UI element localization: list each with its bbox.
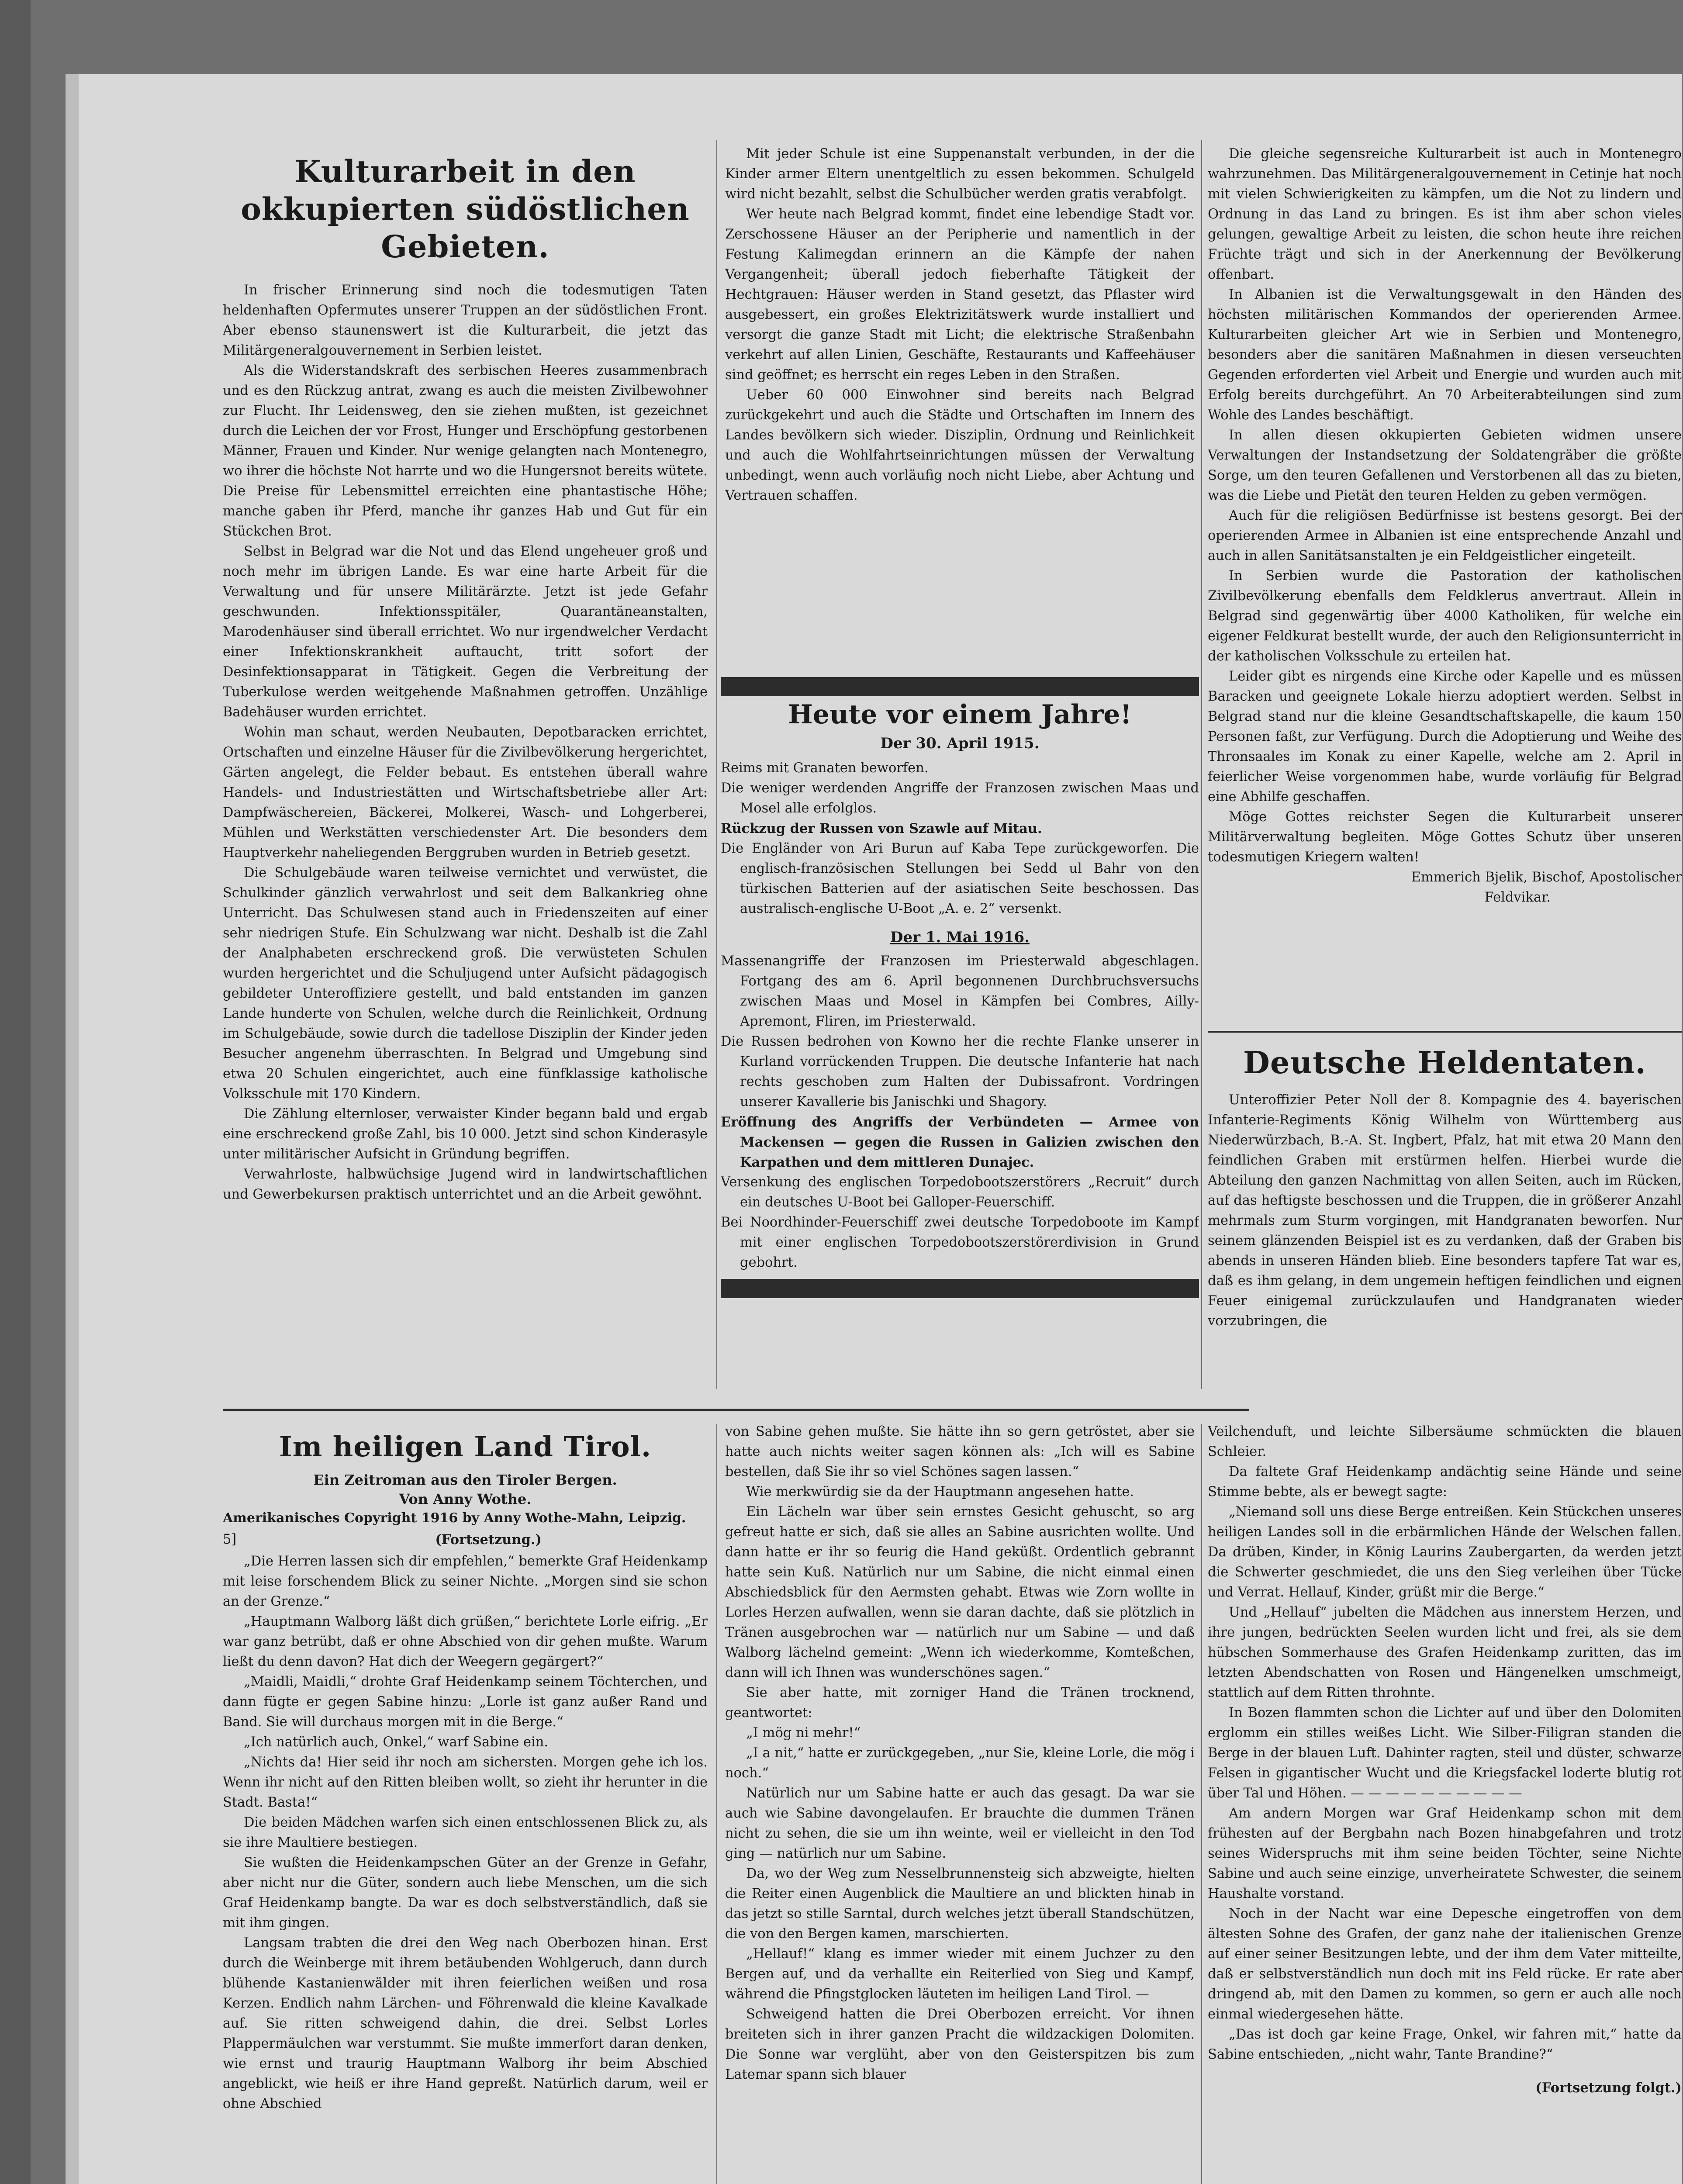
- novel-paragraph: Schweigend hatten die Drei Oberbozen erreicht. Vor ihnen breiteten sich in ihrer ganzen Pracht die wildzackigen Dolomiten. Die Sonne war verglüht, aber von den Geisterspitzen bis zum Latemar spann sich blauer: [725, 2007, 1195, 2082]
- article-continuation: [725, 144, 1195, 675]
- history-item: Die weniger werdenden Angriffe der Franzosen zwischen Maas und Mosel alle erfolglos.: [721, 781, 1199, 816]
- novel-paragraph: Noch in der Nacht war eine Depesche eingetroffen von dem ältesten Sohne des Grafen, der ganz nahe der italienischen Grenze auf einer seiner Besitzungen lebte, und der ihm dem Vater mitteilte, daß er selbstverständlich nun doch mit ins Feld rücke. Er rate aber dringend ab, mit den Damen zu kommen, so gern er auch alle noch einmal wiedergesehen hätte.: [1208, 1906, 1682, 2022]
- novel-paragraph: Langsam trabten die drei den Weg nach Oberbozen hinan. Erst durch die Weinberge mit ihrem betäubenden Wohlgeruch, dann durch blühende Kastanienwälder mit ihren feierlichen weißen und rosa Kerzen. Endlich nahm Lärchen- und Föhrenwald die kleine Kavalkade auf. Sie ritten schweigend dahin, die drei. Selbst Lorles Plappermäulchen war verstummt. Sie mußte immerfort daran denken, wie ernst und traurig Hauptmann Walborg ihr beim Abschied angeblickt, wie heiß er ihre Hand gepreßt. Natürlich darum, weil er ohne Abschied: [223, 1935, 708, 2111]
- novel-title: Im heiligen Land Tirol.: [279, 1431, 652, 1463]
- to-be-continued: (Fortsetzung folgt.): [1535, 2080, 1682, 2096]
- column-rule: [716, 1424, 717, 2184]
- column-rule: [1201, 1424, 1202, 2184]
- article-paragraph: Die Schulgebäude waren teilweise vernichtet und verwüstet, die Schulkinder gänzlich verwahrlost und seit dem Balkankrieg ohne Unterricht. Das Schulwesen stand auch in Friedenszeiten auf einer sehr niedrigen Stufe. Ein Schulzwang war nicht. Deshalb ist die Zahl der Analphabeten erschreckend groß. Die verwüsteten Schulen wurden hergerichtet und die Schuljugend unter Aufsicht pädagogisch gebildeter Unteroffiziere gestellt, und bald entstanden im ganzen Lande hunderte von Schulen, welche durch die Reinlichkeit, Ordnung im Schulgebäude, sowie durch die tadellose Disziplin der Kinder jeden Besucher angenehm überraschten. In Belgrad und Umgebung sind etwa 20 Schulen eingerichtet, auch eine fünfklassige katholische Volksschule mit 170 Kindern.: [223, 865, 708, 1102]
- history-item: Bei Noordhinder-Feuerschiff zwei deutsche Torpedoboote im Kampf mit einer englischen Torpedobootszerstörerdivision in Grund gebohrt.: [721, 1215, 1199, 1270]
- article-paragraph: Mit jeder Schule ist eine Suppenanstalt verbunden, in der die Kinder armer Eltern unentgeltlich zu essen bekommen. Schulgeld wird nicht bezahlt, selbst die Schulbücher werden gratis verabfolgt.: [725, 146, 1195, 202]
- novel-paragraph: Die beiden Mädchen warfen sich einen entschlossenen Blick zu, als sie ihre Maultiere bestiegen.: [223, 1815, 708, 1850]
- page-edge: [66, 74, 79, 2184]
- novel-paragraph: In Bozen flammten schon die Lichter auf und über den Dolomiten erglomm ein stilles weißes Licht. Wie Silber-Filigran standen die Berge in der blauen Luft. Dahinter ragten, steil und düster, schwarze Felsen in gigantischer Wucht und die Kriegsfackel loderte blutig rot über Tal und Höhen. — — — — — — — — — —: [1208, 1705, 1682, 1801]
- novel-column-3: [1208, 1422, 1682, 2184]
- history-item: Massenangriffe der Franzosen im Priesterwald abgeschlagen. Fortgang des am 6. April begonnenen Durchbruchsversuchs zwischen Maas und Mosel in Kämpfen bei Combres, Ailly-Apremont, Fliren, im Priesterwald.: [721, 954, 1199, 1029]
- article-heldentaten: [1208, 1040, 1682, 1402]
- novel-paragraph: „Hellauf!“ klang es immer wieder mit einem Juchzer zu den Bergen auf, und da verhallte ein Reiterlied von Sieg und Kampf, während die Pfingstglocken läuteten im heiligen Land Tirol. —: [725, 1946, 1195, 2002]
- novel-author: Von Anny Wothe.: [399, 1491, 532, 1507]
- history-item: Die Engländer von Ari Burun auf Kaba Tepe zurückgeworfen. Die englisch-französischen Stellungen bei Sedd ul Bahr von den türkischen Batterien auf der asiatischen Seite beschossen. Das australisch-englische U-Boot „A. e. 2“ versenkt.: [721, 841, 1199, 916]
- novel-paragraph: „I a nit,“ hatte er zurückgegeben, „nur Sie, kleine Lorle, die mög i noch.“: [725, 1745, 1195, 1781]
- novel-paragraph: Sie wußten die Heidenkampschen Güter an der Grenze in Gefahr, aber nicht nur die Güter, sondern auch liebe Menschen, um die sich Graf Heidenkamp bangte. Da war es doch selbstverständlich, daß sie mit ihm gingen.: [223, 1855, 708, 1931]
- article-paragraph: In allen diesen okkupierten Gebieten widmen unsere Verwaltungen der Instandsetzung der Soldatengräber die größte Sorge, um den teuren Gefallenen und Verstorbenen all das zu bieten, was die Liebe und Pietät den teuren Helden zu geben vermögen.: [1208, 428, 1682, 503]
- date-heading: Der 30. April 1915.: [880, 735, 1040, 752]
- history-item: Versenkung des englischen Torpedobootszerstörers „Recruit“ durch ein deutsches U-Boot bei Galloper-Feuerschiff.: [721, 1175, 1199, 1210]
- article-continuation-right: [1208, 144, 1682, 1101]
- history-box: [721, 677, 1199, 1398]
- novel-column-2: [725, 1422, 1195, 2184]
- column-rule: [1201, 140, 1202, 1389]
- article-kulturarbeit: [223, 144, 708, 1402]
- section-divider: [223, 1409, 1249, 1411]
- article-paragraph: In frischer Erinnerung sind noch die todesmutigen Taten heldenhaften Opfermutes unserer Truppen an der südöstlichen Front. Aber ebenso staunenswert ist die Kulturarbeit, die jetzt das Militärgeneralgouvernement in Serbien leistet.: [223, 283, 708, 358]
- novel-paragraph: Wie merkwürdig sie da der Hauptmann angesehen hatte.: [746, 1484, 1134, 1500]
- article-paragraph: Wer heute nach Belgrad kommt, findet eine lebendige Stadt vor. Zerschossene Häuser an der Peripherie und namentlich in der Festung Kalimegdan erinnern an die Kämpfe der nahen Vergangenheit; überall jedoch fieberhafte Tätigkeit der Hechtgrauen: Häuser werden in Stand gesetzt, das Pflaster wird ausgebessert, ein großes Elektrizitätswerk wurde installiert und versorgt die ganze Stadt mit Licht; die elektrische Straßenbahn verkehrt auf allen Linien, Geschäfte, Restaurants und Kaffeehäuser sind geöffnet; es herrscht ein reges Leben in den Straßen.: [725, 207, 1195, 383]
- article-paragraph: Unteroffizier Peter Noll der 8. Kompagnie des 4. bayerischen Infanterie-Regiments König Wilhelm von Württemberg aus Niederwürzbach, B.-A. St. Ingbert, Pfalz, hat mit etwa 20 Mann den feindlichen Graben mit erstürmen helfen. Hierbei wurde die Abteilung den ganzen Nachmittag von allen Seiten, auch im Rücken, auf das heftigste beschossen und die Truppen, die in größerer Anzahl mehrmals zum Sturm vorgingen, mit Handgranaten beworfen. Nur seinem glänzenden Beispiel ist es zu verdanken, daß der Graben bis abends in unseren Händen blieb. Eine besonders tapfere Tat war es, daß es ihm gelang, in dem ungemein heftigen feindlichen und eignen Feuer einigemal zurückzulaufen und Handgranaten wieder vorzubringen, die: [1208, 1092, 1682, 1329]
- history-item: Die Russen bedrohen von Kowno her die rechte Flanke unserer in Kurland vorrückenden Truppen. Die deutsche Infanterie hat nach rechts geschoben zum Halten der Dubissafront. Vordringen unserer Kavallerie bis Janischki und Shagory.: [721, 1034, 1199, 1109]
- novel-paragraph: Da faltete Graf Heidenkamp andächtig seine Hände und seine Stimme bebte, als er bewegt sagte:: [1208, 1464, 1682, 1500]
- box-top-bar: [721, 677, 1199, 696]
- article-paragraph: Selbst in Belgrad war die Not und das Elend ungeheuer groß und noch mehr im übrigen Lande. Es war eine harte Arbeit für die Verwaltung und für unsere Militärärzte. Jetzt ist jede Gefahr geschwunden. Infektionsspitäler, Quarantäneanstalten, Marodenhäuser sind überall errichtet. Wo nur irgendwelcher Verdacht einer Infektionskrankheit auftaucht, tritt sofort der Desinfektionsapparat in Tätigkeit. Gegen die Verbreitung der Tuberkulose werden weitgehende Maßnahmen getroffen. Unzählige Badehäuser wurden errichtet.: [223, 544, 708, 720]
- novel-paragraph: Sie aber hatte, mit zorniger Hand die Tränen trocknend, geantwortet:: [725, 1685, 1195, 1721]
- novel-paragraph: Veilchenduft, und leichte Silbersäume schmückten die blauen Schleier.: [1208, 1424, 1682, 1459]
- date-heading: Der 1. Mai 1916.: [890, 929, 1030, 946]
- article-paragraph: Wohin man schaut, werden Neubauten, Depotbaracken errichtet, Ortschaften und einzelne Häuser für die Zivilbevölkerung hergerichtet, Gärten angelegt, die Felder bebaut. Es entstehen überall wahre Handels- und Industriestätten und Wirtschaftsbetriebe aller Art: Dampfwäschereien, Bäckerei, Molkerei, Wasch- und Lohgerberei, Mühlen und Werkstätten verschiedenster Art. Die besonders dem Hauptverkehr naheliegenden Berggruben wurden in Betrieb gesetzt.: [223, 725, 708, 860]
- article-paragraph: Leider gibt es nirgends eine Kirche oder Kapelle und es müssen Baracken und geeignete Lokale hierzu adoptiert werden. Selbst in Belgrad stand nur die kleine Gesandtschaftskapelle, die kaum 150 Personen faßt, zur Verfügung. Durch die Adoptierung und Weihe des Thronsaales im Konak zu einer Kapelle, welche am 2. April in feierlicher Weise vorgenommen habe, wurde vorläufig für Belgrad eine Abhilfe geschaffen.: [1208, 669, 1682, 805]
- history-item: Eröffnung des Angriffs der Verbündeten — Armee von Mackensen — gegen die Russen in Galizien zwischen den Karpathen und dem mittleren Dunajec.: [721, 1114, 1199, 1170]
- novel-paragraph: „Ich natürlich auch, Onkel,“ warf Sabine ein.: [244, 1735, 549, 1750]
- continuation-note: (Fortsetzung.): [435, 1532, 542, 1548]
- article-paragraph: In Serbien wurde die Pastoration der katholischen Zivilbevölkerung ebenfalls dem Feldklerus anvertraut. Allein in Belgrad sind gegenwärtig über 4000 Katholiken, für welche ein eigener Feldkurat bestellt wurde, der auch den Religionsunterricht in der katholischen Volksschule zu erteilen hat.: [1208, 568, 1682, 664]
- novel-copyright: Amerikanisches Copyright 1916 by Anny Wothe-Mahn, Leipzig.: [223, 1510, 686, 1526]
- novel-paragraph: Natürlich nur um Sabine hatte er auch das gesagt. Da war sie auch wie Sabine davongelaufen. Er brauchte die dummen Tränen nicht zu sehen, die sie um ihn weinte, weil er vielleicht in den Tod ging — natürlich nur um Sabine.: [725, 1786, 1195, 1861]
- novel-paragraph: „Das ist doch gar keine Frage, Onkel, wir fahren mit,“ hatte da Sabine entschieden, „nicht wahr, Tante Brandine?“: [1208, 2027, 1682, 2062]
- novel-paragraph: „Nichts da! Hier seid ihr noch am sichersten. Morgen gehe ich los. Wenn ihr nicht auf den Ritten bleiben wollt, so zieht ihr herunter in die Stadt. Basta!“: [223, 1755, 708, 1810]
- article-paragraph: In Albanien ist die Verwaltungsgewalt in den Händen des höchsten militärischen Kommandos der operierenden Armee. Kulturarbeiten gleicher Art wie in Serbien und Montenegro, besonders aber die sanitären Maßnahmen in diesen verseuchten Gegenden erforderten viel Arbeit und Energie und wurden auch mit Erfolg bereits durchgeführt. An 70 Arbeiterabteilungen sind zum Wohle des Landes beschäftigt.: [1208, 287, 1682, 423]
- history-item: Reims mit Granaten beworfen.: [721, 760, 929, 776]
- article-paragraph: Die Zählung elternloser, verwaister Kinder begann bald und ergab eine erschreckend große Zahl, bis 10 000. Jetzt sind schon Kinderasyle unter militärischer Aufsicht in Gründung begriffen.: [223, 1106, 708, 1162]
- article-paragraph: Verwahrloste, halbwüchsige Jugend wird in landwirtschaftlichen und Gewerbekursen praktisch unterrichtet und an die Arbeit gewöhnt.: [223, 1167, 708, 1202]
- novel-paragraph: „Niemand soll uns diese Berge entreißen. Kein Stückchen unseres heiligen Landes soll in die erbärmlichen Hände der Welschen fallen. Da drüben, Kinder, in König Laurins Zaubergarten, da werden jetzt die Schwerter geschmiedet, die uns den Sieg verleihen über Tücke und Verrat. Hellauf, Kinder, grüßt mir die Berge.“: [1208, 1504, 1682, 1600]
- scan-margin: [0, 0, 31, 2184]
- article-paragraph: Möge Gottes reichster Segen die Kulturarbeit unserer Militärverwaltung begleiten. Möge Gottes Schutz über unseren todesmutigen Kriegern walten!: [1208, 809, 1682, 865]
- article-paragraph: Als die Widerstandskraft des serbischen Heeres zusammenbrach und es den Rückzug antrat, zwang es auch die meisten Zivilbewohner zur Flucht. Ihr Leidensweg, den sie ziehen mußten, ist gezeichnet durch die Leichen der vor Frost, Hunger und Erschöpfung gestorbenen Männer, Frauen und Kinder. Nur wenige gelangten nach Montenegro, wo ihrer die höchste Not harrte und wo die Hungersnot bereits wütete. Die Preise für Lebensmittel erreichten eine phantastische Höhe; manche gaben ihr Pferd, manche ihr ganzes Hab und Gut für ein Stückchen Brot.: [223, 363, 708, 539]
- newspaper-page: [66, 74, 1682, 2184]
- article-paragraph: Auch für die religiösen Bedürfnisse ist bestens gesorgt. Bei der operierenden Armee in Albanien ist eine entsprechende Anzahl und auch in allen Sanitätsanstalten je ein Feldgeistlicher eingeteilt.: [1208, 508, 1682, 563]
- column-rule: [716, 140, 717, 1389]
- novel-paragraph: Da, wo der Weg zum Nesselbrunnensteig sich abzweigte, hielten die Reiter einen Augenblick die Maultiere an und blickten hinab in das jetzt so stille Sarntal, durch welches jetzt überall Standschützen, die von den Bergen kamen, marschierten.: [725, 1866, 1195, 1942]
- novel-subtitle: Ein Zeitroman aus den Tiroler Bergen.: [313, 1472, 617, 1488]
- novel-paragraph: Ein Lächeln war über sein ernstes Gesicht gehuscht, so arg gefreut hatte er sich, daß sie alles an Sabine ausrichten wollte. Und dann hatte er ihr so feurig die Hand geküßt. Ordentlich gebrannt hatte sein Kuß. Natürlich nur um Sabine, die nicht einmal einen Abschiedsblick für den Aermsten gehabt. Etwas wie Zorn wollte in Lorles Herzen aufwallen, wenn sie daran dachte, daß sie plötzlich in Tränen ausgebrochen war — natürlich nur um Sabine — und daß Walborg lächelnd gemeint: „Wenn ich wiederkomme, Komteßchen, dann will ich Ihnen was wunderschönes sagen.“: [725, 1504, 1195, 1680]
- novel-paragraph: von Sabine gehen mußte. Sie hätte ihn so gern getröstet, aber sie hatte auch nichts weiter sagen können als: „Ich will es Sabine bestellen, daß Sie ihr so viel Schönes sagen lassen.“: [725, 1424, 1195, 1479]
- novel-paragraph: Am andern Morgen war Graf Heidenkamp schon mit dem frühesten auf der Bergbahn nach Bozen hinabgefahren und trotz seines Widerspruchs mit ihm seine beiden Töchter, seine Nichte Sabine und auch seine einzige, unverheiratete Schwester, die seinem Haushalte vorstand.: [1208, 1806, 1682, 1901]
- article-divider: [1208, 1031, 1682, 1033]
- novel-paragraph: Und „Hellauf“ jubelten die Mädchen aus innerstem Herzen, und ihre jungen, bedrückten Seelen wurden licht und frei, als sie dem hübschen Sommerhause des Grafen Heidenkamp zuritten, das im letzten Abendschatten von Rosen und Hängenelken umschmeigt, stattlich auf dem Ritten throhnte.: [1208, 1605, 1682, 1700]
- signature: Feldvikar.: [1484, 890, 1551, 905]
- box-bottom-bar: [721, 1279, 1199, 1298]
- novel-paragraph: „Die Herren lassen sich dir empfehlen,“ bemerkte Graf Heidenkamp mit leise forschendem Blick zu seiner Nichte. „Morgen sind sie schon an der Grenze.“: [223, 1554, 708, 1609]
- novel-paragraph: „Maidli, Maidli,“ drohte Graf Heidenkamp seinem Töchterchen, und dann fügte er gegen Sabine hinzu: „Lorle ist ganz außer Rand und Band. Sie will durchaus morgen mit in die Berge.“: [223, 1674, 708, 1730]
- article-paragraph: Ueber 60 000 Einwohner sind bereits nach Belgrad zurückgekehrt und auch die Städte und Ortschaften im Innern des Landes bevölkern sich wieder. Disziplin, Ordnung und Reinlichkeit und auch die Wohlfahrtseinrichtungen müssen der Verwaltung unbedingt, wenn auch vorläufig noch nicht Liebe, aber Achtung und Vertrauen schaffen.: [725, 387, 1195, 503]
- signature: Emmerich Bjelik, Bischof, Apostolischer: [1411, 870, 1682, 885]
- history-item: Rückzug der Russen von Szawle auf Mitau.: [721, 821, 1042, 836]
- novel-paragraph: „I mög ni mehr!“: [746, 1725, 861, 1741]
- novel-paragraph: „Hauptmann Walborg läßt dich grüßen,“ berichtete Lorle eifrig. „Er war ganz betrübt, daß er ohne Abschied von dir gehen mußte. Warum ließt du denn davon? Hat dich der Weegern gegärgert?“: [223, 1614, 708, 1669]
- article-paragraph: Die gleiche segensreiche Kulturarbeit ist auch in Montenegro wahrzunehmen. Das Militärgeneralgouvernement in Cetinje hat noch mit vielen Schwierigkeiten zu kämpfen, um die Not zu lindern und Ordnung in das Land zu bringen. Es ist ihm aber schon vieles gelungen, gewaltige Arbeit zu leisten, die schon heute ihre reichen Früchte trägt und sich in der Anerkennung der Bevölkerung offenbart.: [1208, 146, 1682, 282]
- article-headline: Kulturarbeit in den okkupierten südöstlichen Gebieten.: [241, 153, 690, 265]
- installment-number: 5]: [223, 1532, 237, 1547]
- box-title: Heute vor einem Jahre!: [788, 699, 1132, 730]
- novel-column-1: [223, 1424, 708, 2184]
- article-headline: Deutsche Heldentaten.: [1243, 1044, 1646, 1081]
